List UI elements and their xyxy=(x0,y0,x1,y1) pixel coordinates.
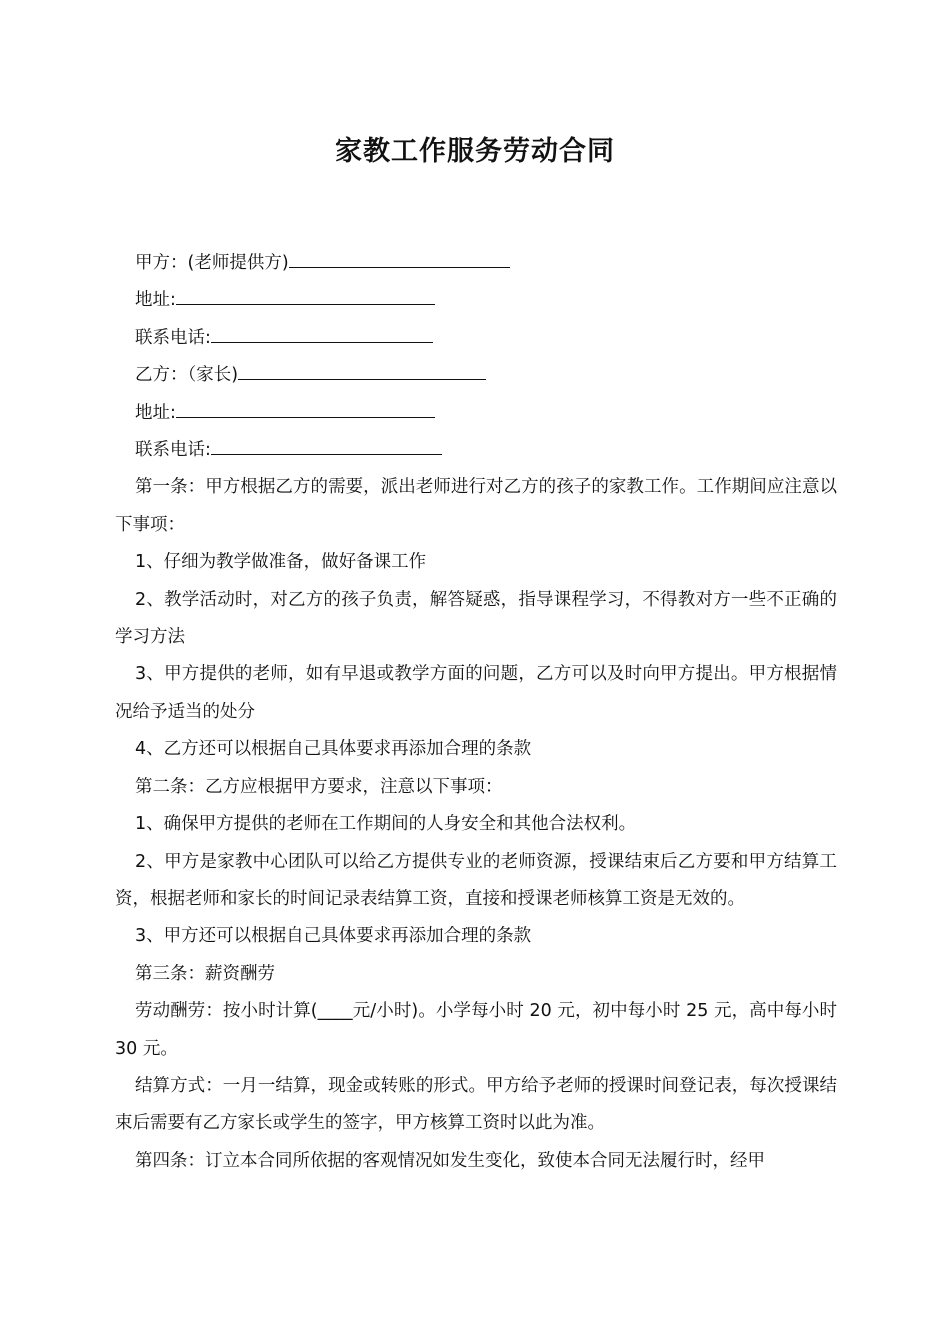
article-2-item: 1、确保甲方提供的老师在工作期间的人身安全和其他合法权利。 xyxy=(135,814,637,835)
document-title: 家教工作服务劳动合同 xyxy=(335,136,615,167)
party-b-phone-blank xyxy=(211,437,442,455)
party-a-phone-label: 联系电话: xyxy=(135,327,211,348)
party-a-address-line xyxy=(115,282,837,319)
article-1-item: 4、乙方还可以根据自己具体要求再添加合理的条款 xyxy=(135,739,532,760)
party-b-address-blank xyxy=(176,400,435,418)
article-1-item: 3、甲方提供的老师，如有早退或教学方面的问题，乙方可以及时向甲方提出。甲方根据情况给予适当的处分 xyxy=(115,664,837,722)
party-a-phone-line xyxy=(115,320,837,357)
party-b-address-label: 地址: xyxy=(135,402,176,423)
party-b-blank xyxy=(238,362,486,380)
article-3-settlement: 结算方式：一月一结算，现金或转账的形式。甲方给予老师的授课时间登记表，每次授课结束后需要有乙方家长或学生的签字，甲方核算工资时以此为准。 xyxy=(115,1075,837,1134)
article-2-intro: 第二条：乙方应根据甲方要求，注意以下事项： xyxy=(135,776,503,797)
contract-body xyxy=(115,245,837,1180)
party-a-blank xyxy=(289,250,510,268)
article-1-intro: 第一条：甲方根据乙方的需要，派出老师进行对乙方的孩子的家教工作。工作期间应注意以下事项： xyxy=(115,477,837,535)
party-b-phone-label: 联系电话: xyxy=(135,440,211,461)
party-a-phone-blank xyxy=(211,325,433,343)
article-3-intro: 第三条：薪资酬劳 xyxy=(135,963,275,984)
article-2-item: 2、甲方是家教中心团队可以给乙方提供专业的老师资源，授课结束后乙方要和甲方结算工资，根据老师和家长的时间记录表结算工资，直接和授课老师核算工资是无效的。 xyxy=(115,851,837,909)
party-b-label: 乙方：（家长) xyxy=(135,365,239,386)
party-a-line xyxy=(115,245,837,282)
party-b-line xyxy=(115,357,837,394)
article-1-item: 1、仔细为教学做准备，做好备课工作 xyxy=(135,552,427,573)
party-b-phone-line xyxy=(115,432,837,469)
party-b-address-line xyxy=(115,395,837,432)
party-a-label: 甲方：(老师提供方) xyxy=(135,253,289,273)
party-a-address-blank xyxy=(176,287,435,305)
party-a-address-label: 地址: xyxy=(135,290,176,311)
article-1-item: 2、教学活动时，对乙方的孩子负责，解答疑惑，指导课程学习，不得教对方一些不正确的学习方法 xyxy=(115,589,837,648)
article-4-intro: 第四条：订立本合同所依据的客观情况如发生变化，致使本合同无法履行时，经甲 xyxy=(135,1150,765,1171)
article-3-pay: 劳动酬劳：按小时计算(____元/小时)。小学每小时 20 元，初中每小时 25 元，高中每小时 30 元。 xyxy=(115,1001,837,1059)
article-2-item: 3、甲方还可以根据自己具体要求再添加合理的条款 xyxy=(135,926,532,947)
